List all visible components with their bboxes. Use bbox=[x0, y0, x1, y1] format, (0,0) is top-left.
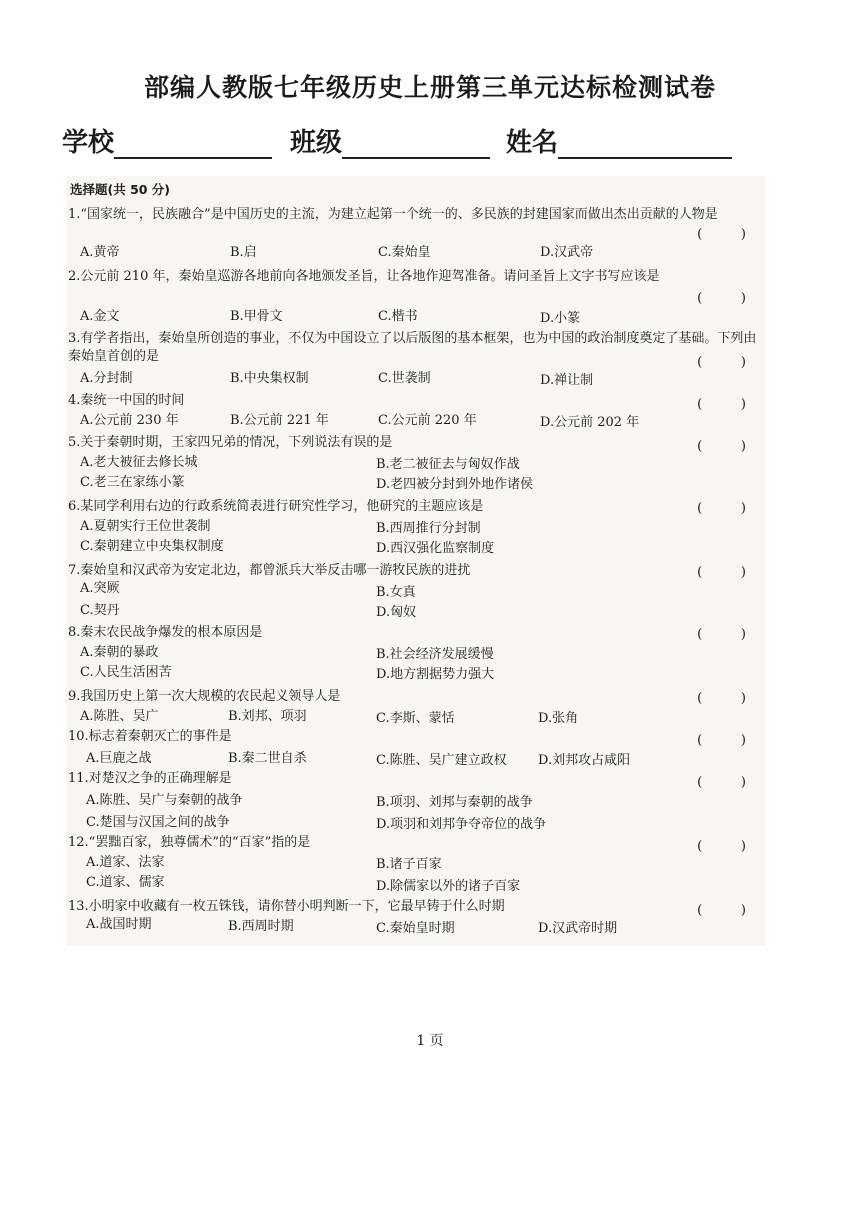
question-text: 1.“国家统一，民族融合”是中国历史的主流，为建立起第一个统一的、多民族的封建国家而做出杰出贡献的人物是 bbox=[68, 207, 718, 222]
option-a: A.战国时期 bbox=[86, 917, 152, 932]
school-blank[interactable] bbox=[114, 129, 272, 159]
name-label: 姓名 bbox=[506, 128, 559, 158]
option-b: B.中央集权制 bbox=[230, 371, 309, 386]
question-text: 10.标志着秦朝灭亡的事件是 bbox=[68, 729, 232, 744]
question-text: 9.我国历史上第一次大规模的农民起义领导人是 bbox=[68, 689, 341, 704]
question-5 bbox=[68, 434, 768, 492]
option-d: D.汉武帝时期 bbox=[538, 921, 618, 936]
answer-paren[interactable]: ( ) bbox=[697, 355, 748, 370]
option-b: B.老二被征去与匈奴作战 bbox=[376, 457, 520, 472]
answer-paren[interactable]: ( ) bbox=[697, 839, 748, 854]
option-c: C.秦朝建立中央集权制度 bbox=[80, 539, 224, 554]
option-c: C.道家、儒家 bbox=[86, 875, 165, 890]
option-b: B.秦二世自杀 bbox=[228, 751, 307, 766]
question-text: 5.关于秦朝时期，王家四兄弟的情况，下列说法有误的是 bbox=[68, 435, 393, 450]
option-d: D.汉武帝 bbox=[540, 245, 594, 260]
option-b: B.女真 bbox=[376, 585, 416, 600]
answer-paren[interactable]: ( ) bbox=[697, 439, 748, 454]
option-a: A.公元前 230 年 bbox=[80, 413, 179, 428]
answer-paren[interactable]: ( ) bbox=[697, 501, 748, 516]
answer-paren[interactable]: ( ) bbox=[697, 733, 748, 748]
question-12 bbox=[68, 834, 768, 894]
answer-paren[interactable]: ( ) bbox=[697, 227, 748, 242]
class-field bbox=[290, 122, 490, 159]
option-d: D.西汉强化监察制度 bbox=[376, 541, 495, 556]
option-c: C.楷书 bbox=[378, 309, 418, 324]
option-a: A.老大被征去修长城 bbox=[80, 455, 198, 470]
option-a: A.黄帝 bbox=[80, 245, 120, 260]
answer-paren[interactable]: ( ) bbox=[697, 565, 748, 580]
option-b: B.甲骨文 bbox=[230, 309, 283, 324]
question-3 bbox=[68, 330, 768, 388]
answer-paren[interactable]: ( ) bbox=[697, 691, 748, 706]
question-text: 4.秦统一中国的时间 bbox=[68, 393, 185, 408]
page-title: 部编人教版七年级历史上册第三单元达标检测试卷 bbox=[143, 73, 716, 102]
option-b: B.西周推行分封制 bbox=[376, 521, 481, 536]
option-a: A.分封制 bbox=[80, 371, 133, 386]
option-a: A.秦朝的暴政 bbox=[80, 645, 159, 660]
question-text: 2.公元前 210 年，秦始皇巡游各地前向各地颁发圣旨，让各地作迎驾准备。请问圣旨上文字书写应该是 bbox=[68, 269, 660, 284]
class-label: 班级 bbox=[290, 128, 343, 158]
option-a: A.陈胜、吴广 bbox=[80, 709, 159, 724]
option-d: D.禅让制 bbox=[540, 373, 594, 388]
option-c: C.老三在家练小篆 bbox=[80, 475, 185, 490]
section-title: 选择题(共 50 分) bbox=[70, 182, 171, 197]
option-d: D.老四被分封到外地作诸侯 bbox=[376, 477, 534, 492]
name-blank[interactable] bbox=[558, 129, 732, 159]
class-blank[interactable] bbox=[342, 129, 490, 159]
question-4 bbox=[68, 392, 768, 430]
option-b: B.启 bbox=[230, 245, 257, 260]
option-d: D.除儒家以外的诸子百家 bbox=[376, 879, 521, 894]
question-text: 13.小明家中收藏有一枚五铢钱，请你替小明判断一下，它最早铸于什么时期 bbox=[68, 899, 505, 914]
question-10 bbox=[68, 728, 768, 768]
question-text: 6.某同学利用右边的行政系统简表进行研究性学习，他研究的主题应该是 bbox=[68, 499, 484, 514]
option-d: D.匈奴 bbox=[376, 605, 417, 620]
option-c: C.契丹 bbox=[80, 603, 120, 618]
option-d: D.刘邦攻占咸阳 bbox=[538, 753, 631, 768]
option-b: B.社会经济发展缓慢 bbox=[376, 647, 494, 662]
question-text: 8.秦末农民战争爆发的根本原因是 bbox=[68, 625, 263, 640]
option-b: B.西周时期 bbox=[228, 919, 294, 934]
question-1 bbox=[68, 206, 768, 260]
question-9 bbox=[68, 688, 768, 726]
option-b: B.刘邦、项羽 bbox=[228, 709, 307, 724]
answer-paren[interactable]: ( ) bbox=[697, 775, 748, 790]
question-text: 3.有学者指出，秦始皇所创造的事业，不仅为中国设立了以后版图的基本框架，也为中国的政治制度奠定了基础。下列由秦始皇首创的是 bbox=[68, 331, 757, 364]
school-label: 学校 bbox=[62, 128, 115, 158]
option-a: A.巨鹿之战 bbox=[86, 751, 152, 766]
option-c: C.秦始皇时期 bbox=[376, 921, 455, 936]
option-c: C.楚国与汉国之间的战争 bbox=[86, 815, 230, 830]
question-6 bbox=[68, 498, 768, 556]
option-c: C.世袭制 bbox=[378, 371, 431, 386]
question-11 bbox=[68, 770, 768, 832]
option-b: B.公元前 221 年 bbox=[230, 413, 329, 428]
option-b: B.诸子百家 bbox=[376, 857, 442, 872]
option-a: A.夏朝实行王位世袭制 bbox=[80, 519, 211, 534]
option-c: C.秦始皇 bbox=[378, 245, 431, 260]
option-b: B.项羽、刘邦与秦朝的战争 bbox=[376, 795, 533, 810]
option-a: A.道家、法家 bbox=[86, 855, 165, 870]
option-c: C.陈胜、吴广建立政权 bbox=[376, 753, 507, 768]
answer-paren[interactable]: ( ) bbox=[697, 903, 748, 918]
question-text: 11.对楚汉之争的正确理解是 bbox=[68, 771, 232, 786]
question-13 bbox=[68, 898, 768, 936]
student-info-row bbox=[62, 122, 802, 158]
answer-paren[interactable]: ( ) bbox=[697, 627, 748, 642]
option-d: D.张角 bbox=[538, 711, 579, 726]
school-field bbox=[62, 122, 272, 159]
answer-paren[interactable]: ( ) bbox=[697, 291, 748, 306]
option-d: D.项羽和刘邦争夺帝位的战争 bbox=[376, 817, 547, 832]
question-8 bbox=[68, 624, 768, 682]
option-d: D.小篆 bbox=[540, 311, 581, 326]
page-number: 1 页 bbox=[416, 1033, 444, 1049]
option-c: C.公元前 220 年 bbox=[378, 413, 477, 428]
option-d: D.地方割据势力强大 bbox=[376, 667, 495, 682]
name-field bbox=[506, 122, 732, 159]
option-a: A.陈胜、吴广与秦朝的战争 bbox=[86, 793, 243, 808]
question-7 bbox=[68, 562, 768, 620]
question-text: 12.“罢黜百家，独尊儒术”的“百家”指的是 bbox=[68, 835, 311, 850]
question-2 bbox=[68, 268, 768, 326]
answer-paren[interactable]: ( ) bbox=[697, 397, 748, 412]
option-c: C.人民生活困苦 bbox=[80, 665, 172, 680]
option-a: A.金文 bbox=[80, 309, 120, 324]
question-text: 7.秦始皇和汉武帝为安定北边，都曾派兵大举反击哪一游牧民族的进扰 bbox=[68, 563, 471, 578]
option-d: D.公元前 202 年 bbox=[540, 415, 640, 430]
option-c: C.李斯、蒙恬 bbox=[376, 711, 455, 726]
option-a: A.突厥 bbox=[80, 581, 120, 596]
